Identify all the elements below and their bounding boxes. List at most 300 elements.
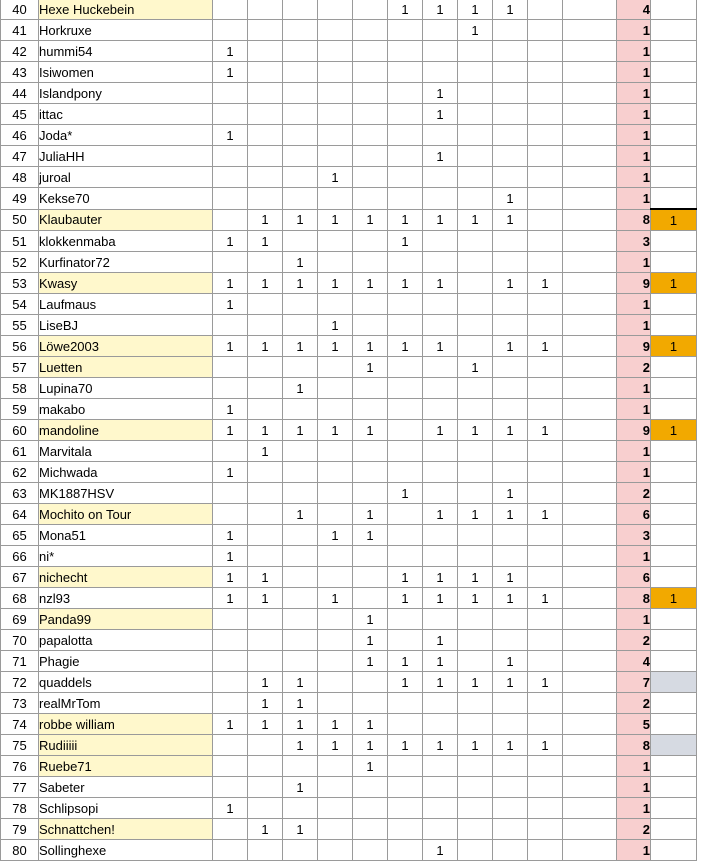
value-cell[interactable]: 1 [388,588,423,609]
value-cell[interactable]: 1 [388,735,423,756]
bonus-cell[interactable] [651,546,697,567]
value-cell[interactable] [388,504,423,525]
value-cell[interactable] [493,756,528,777]
value-cell[interactable] [528,840,563,861]
total-cell[interactable]: 1 [617,546,651,567]
bonus-cell[interactable] [651,441,697,462]
value-cell[interactable] [423,41,458,62]
value-cell[interactable] [283,294,318,315]
value-cell[interactable]: 1 [318,714,353,735]
value-cell[interactable] [388,546,423,567]
value-cell[interactable] [388,798,423,819]
value-cell[interactable] [388,315,423,336]
total-cell[interactable]: 1 [617,252,651,273]
value-cell[interactable] [353,378,388,399]
value-cell[interactable] [213,315,248,336]
bonus-cell[interactable] [651,294,697,315]
value-cell[interactable] [318,819,353,840]
spacer-cell[interactable] [563,209,617,231]
value-cell[interactable] [213,146,248,167]
value-cell[interactable]: 1 [213,546,248,567]
value-cell[interactable] [283,231,318,252]
value-cell[interactable]: 1 [493,483,528,504]
value-cell[interactable] [283,609,318,630]
value-cell[interactable] [388,104,423,125]
total-cell[interactable]: 2 [617,483,651,504]
value-cell[interactable] [423,525,458,546]
spacer-cell[interactable] [563,714,617,735]
value-cell[interactable] [528,777,563,798]
value-cell[interactable]: 1 [248,441,283,462]
row-number[interactable]: 80 [1,840,39,861]
value-cell[interactable]: 1 [493,735,528,756]
bonus-cell[interactable] [651,146,697,167]
value-cell[interactable]: 1 [528,273,563,294]
spacer-cell[interactable] [563,609,617,630]
value-cell[interactable]: 1 [248,567,283,588]
bonus-cell[interactable] [651,462,697,483]
spacer-cell[interactable] [563,672,617,693]
value-cell[interactable]: 1 [283,420,318,441]
value-cell[interactable] [318,462,353,483]
member-name-cell[interactable]: JuliaHH [39,146,213,167]
value-cell[interactable]: 1 [353,357,388,378]
value-cell[interactable] [423,462,458,483]
value-cell[interactable] [528,209,563,231]
value-cell[interactable] [493,294,528,315]
value-cell[interactable] [458,83,493,104]
spacer-cell[interactable] [563,693,617,714]
value-cell[interactable] [213,693,248,714]
value-cell[interactable] [458,294,493,315]
value-cell[interactable] [283,651,318,672]
value-cell[interactable] [388,83,423,104]
value-cell[interactable] [388,294,423,315]
row-number[interactable]: 47 [1,146,39,167]
bonus-cell[interactable] [651,125,697,146]
member-name-cell[interactable]: Kwasy [39,273,213,294]
value-cell[interactable]: 1 [213,336,248,357]
value-cell[interactable]: 1 [458,672,493,693]
bonus-cell[interactable] [651,252,697,273]
value-cell[interactable] [458,378,493,399]
value-cell[interactable]: 1 [388,567,423,588]
row-number[interactable]: 76 [1,756,39,777]
value-cell[interactable] [528,125,563,146]
value-cell[interactable] [248,798,283,819]
value-cell[interactable] [423,378,458,399]
total-cell[interactable]: 2 [617,819,651,840]
value-cell[interactable] [423,125,458,146]
row-number[interactable]: 62 [1,462,39,483]
value-cell[interactable] [353,252,388,273]
value-cell[interactable]: 1 [353,504,388,525]
value-cell[interactable] [318,357,353,378]
bonus-cell[interactable] [651,315,697,336]
value-cell[interactable] [493,798,528,819]
value-cell[interactable] [423,167,458,188]
spacer-cell[interactable] [563,357,617,378]
value-cell[interactable] [213,777,248,798]
row-number[interactable]: 72 [1,672,39,693]
value-cell[interactable] [528,41,563,62]
value-cell[interactable] [423,798,458,819]
member-name-cell[interactable]: ittac [39,104,213,125]
value-cell[interactable] [493,378,528,399]
member-name-cell[interactable]: Marvitala [39,441,213,462]
value-cell[interactable] [423,231,458,252]
value-cell[interactable] [388,441,423,462]
value-cell[interactable] [388,20,423,41]
value-cell[interactable] [493,441,528,462]
value-cell[interactable] [318,83,353,104]
value-cell[interactable]: 1 [353,756,388,777]
value-cell[interactable] [283,840,318,861]
total-cell[interactable]: 1 [617,777,651,798]
value-cell[interactable]: 1 [423,588,458,609]
value-cell[interactable] [213,378,248,399]
value-cell[interactable] [213,357,248,378]
value-cell[interactable] [458,651,493,672]
row-number[interactable]: 65 [1,525,39,546]
spacer-cell[interactable] [563,441,617,462]
member-name-cell[interactable]: Schlipsopi [39,798,213,819]
spacer-cell[interactable] [563,777,617,798]
value-cell[interactable]: 1 [388,273,423,294]
value-cell[interactable] [423,62,458,83]
value-cell[interactable] [318,441,353,462]
value-cell[interactable] [528,567,563,588]
bonus-cell[interactable] [651,231,697,252]
row-number[interactable]: 48 [1,167,39,188]
value-cell[interactable] [353,777,388,798]
value-cell[interactable] [283,630,318,651]
total-cell[interactable]: 1 [617,315,651,336]
spacer-cell[interactable] [563,125,617,146]
value-cell[interactable]: 1 [528,420,563,441]
member-name-cell[interactable]: robbe william [39,714,213,735]
row-number[interactable]: 78 [1,798,39,819]
value-cell[interactable] [283,104,318,125]
total-cell[interactable]: 1 [617,756,651,777]
total-cell[interactable]: 1 [617,462,651,483]
total-cell[interactable]: 1 [617,20,651,41]
value-cell[interactable] [528,231,563,252]
value-cell[interactable]: 1 [248,693,283,714]
value-cell[interactable] [248,0,283,20]
value-cell[interactable] [388,630,423,651]
total-cell[interactable]: 1 [617,840,651,861]
spacer-cell[interactable] [563,630,617,651]
value-cell[interactable] [528,483,563,504]
value-cell[interactable] [213,0,248,20]
value-cell[interactable] [283,756,318,777]
bonus-cell[interactable] [651,188,697,210]
value-cell[interactable] [493,252,528,273]
value-cell[interactable]: 1 [213,525,248,546]
value-cell[interactable]: 1 [353,651,388,672]
bonus-cell[interactable] [651,525,697,546]
value-cell[interactable]: 1 [283,252,318,273]
bonus-cell[interactable] [651,104,697,125]
value-cell[interactable] [528,714,563,735]
row-number[interactable]: 74 [1,714,39,735]
value-cell[interactable]: 1 [213,125,248,146]
value-cell[interactable] [283,188,318,210]
value-cell[interactable] [388,41,423,62]
value-cell[interactable]: 1 [213,62,248,83]
value-cell[interactable] [318,62,353,83]
value-cell[interactable] [458,41,493,62]
value-cell[interactable] [283,0,318,20]
value-cell[interactable] [528,525,563,546]
value-cell[interactable]: 1 [213,41,248,62]
value-cell[interactable] [353,399,388,420]
value-cell[interactable] [248,840,283,861]
member-name-cell[interactable]: Schnattchen! [39,819,213,840]
row-number[interactable]: 68 [1,588,39,609]
member-name-cell[interactable]: MK1887HSV [39,483,213,504]
value-cell[interactable] [388,252,423,273]
value-cell[interactable]: 1 [353,336,388,357]
spacer-cell[interactable] [563,735,617,756]
value-cell[interactable] [353,125,388,146]
row-number[interactable]: 79 [1,819,39,840]
value-cell[interactable] [213,840,248,861]
total-cell[interactable]: 8 [617,588,651,609]
spacer-cell[interactable] [563,588,617,609]
value-cell[interactable] [283,315,318,336]
member-name-cell[interactable]: Isiwomen [39,62,213,83]
value-cell[interactable]: 1 [458,357,493,378]
member-name-cell[interactable]: Laufmaus [39,294,213,315]
total-cell[interactable]: 7 [617,672,651,693]
value-cell[interactable]: 1 [213,273,248,294]
bonus-cell[interactable] [651,777,697,798]
value-cell[interactable] [423,819,458,840]
value-cell[interactable] [423,714,458,735]
total-cell[interactable]: 6 [617,567,651,588]
value-cell[interactable] [388,420,423,441]
value-cell[interactable]: 1 [388,231,423,252]
value-cell[interactable] [318,399,353,420]
value-cell[interactable]: 1 [458,0,493,20]
value-cell[interactable] [388,840,423,861]
value-cell[interactable]: 1 [493,336,528,357]
member-name-cell[interactable]: Hexe Huckebein [39,0,213,20]
value-cell[interactable]: 1 [213,714,248,735]
value-cell[interactable] [493,83,528,104]
value-cell[interactable] [528,399,563,420]
total-cell[interactable]: 9 [617,420,651,441]
value-cell[interactable]: 1 [423,83,458,104]
value-cell[interactable]: 1 [493,672,528,693]
value-cell[interactable] [213,104,248,125]
value-cell[interactable] [283,462,318,483]
member-name-cell[interactable]: Lupina70 [39,378,213,399]
value-cell[interactable] [458,441,493,462]
value-cell[interactable] [353,462,388,483]
value-cell[interactable] [353,167,388,188]
spacer-cell[interactable] [563,167,617,188]
value-cell[interactable] [388,462,423,483]
value-cell[interactable]: 1 [388,0,423,20]
value-cell[interactable]: 1 [423,840,458,861]
value-cell[interactable] [248,378,283,399]
total-cell[interactable]: 6 [617,504,651,525]
value-cell[interactable]: 1 [528,672,563,693]
total-cell[interactable]: 1 [617,104,651,125]
member-name-cell[interactable]: hummi54 [39,41,213,62]
value-cell[interactable] [318,693,353,714]
value-cell[interactable]: 1 [353,609,388,630]
value-cell[interactable]: 1 [353,714,388,735]
value-cell[interactable] [458,336,493,357]
spacer-cell[interactable] [563,420,617,441]
value-cell[interactable]: 1 [353,630,388,651]
total-cell[interactable]: 1 [617,188,651,210]
value-cell[interactable] [458,315,493,336]
spacer-cell[interactable] [563,231,617,252]
value-cell[interactable] [213,188,248,210]
value-cell[interactable]: 1 [318,735,353,756]
row-number[interactable]: 60 [1,420,39,441]
row-number[interactable]: 40 [1,0,39,20]
value-cell[interactable] [353,693,388,714]
value-cell[interactable] [528,62,563,83]
value-cell[interactable] [388,777,423,798]
member-name-cell[interactable]: Mona51 [39,525,213,546]
bonus-cell[interactable]: 1 [651,420,697,441]
member-name-cell[interactable]: Michwada [39,462,213,483]
value-cell[interactable] [388,378,423,399]
value-cell[interactable] [353,104,388,125]
spacer-cell[interactable] [563,146,617,167]
total-cell[interactable]: 1 [617,378,651,399]
bonus-cell[interactable] [651,399,697,420]
member-name-cell[interactable]: Mochito on Tour [39,504,213,525]
value-cell[interactable] [248,504,283,525]
value-cell[interactable] [423,441,458,462]
value-cell[interactable] [423,546,458,567]
value-cell[interactable] [248,399,283,420]
value-cell[interactable] [318,146,353,167]
value-cell[interactable] [318,188,353,210]
spacer-cell[interactable] [563,504,617,525]
row-number[interactable]: 58 [1,378,39,399]
total-cell[interactable]: 2 [617,357,651,378]
member-name-cell[interactable]: Islandpony [39,83,213,104]
value-cell[interactable] [213,20,248,41]
value-cell[interactable]: 1 [318,209,353,231]
total-cell[interactable]: 1 [617,125,651,146]
bonus-cell[interactable]: 1 [651,209,697,231]
value-cell[interactable] [353,315,388,336]
value-cell[interactable] [528,315,563,336]
row-number[interactable]: 44 [1,83,39,104]
value-cell[interactable] [213,651,248,672]
bonus-cell[interactable] [651,651,697,672]
value-cell[interactable]: 1 [283,672,318,693]
value-cell[interactable]: 1 [458,567,493,588]
value-cell[interactable] [353,294,388,315]
spacer-cell[interactable] [563,188,617,210]
value-cell[interactable]: 1 [528,504,563,525]
value-cell[interactable] [423,483,458,504]
row-number[interactable]: 45 [1,104,39,125]
value-cell[interactable] [213,630,248,651]
value-cell[interactable]: 1 [213,420,248,441]
total-cell[interactable]: 1 [617,167,651,188]
value-cell[interactable] [318,483,353,504]
spacer-cell[interactable] [563,62,617,83]
value-cell[interactable]: 1 [318,420,353,441]
value-cell[interactable]: 1 [353,420,388,441]
value-cell[interactable] [248,483,283,504]
value-cell[interactable]: 1 [213,462,248,483]
value-cell[interactable] [248,62,283,83]
value-cell[interactable]: 1 [493,188,528,210]
row-number[interactable]: 52 [1,252,39,273]
value-cell[interactable] [423,399,458,420]
value-cell[interactable] [493,525,528,546]
value-cell[interactable] [493,399,528,420]
value-cell[interactable] [318,0,353,20]
value-cell[interactable]: 1 [248,209,283,231]
value-cell[interactable] [283,798,318,819]
value-cell[interactable] [283,483,318,504]
value-cell[interactable]: 1 [493,420,528,441]
bonus-cell[interactable] [651,819,697,840]
spacer-cell[interactable] [563,83,617,104]
value-cell[interactable]: 1 [283,714,318,735]
value-cell[interactable] [388,167,423,188]
row-number[interactable]: 64 [1,504,39,525]
value-cell[interactable] [353,819,388,840]
value-cell[interactable] [493,819,528,840]
value-cell[interactable] [318,567,353,588]
value-cell[interactable]: 1 [458,420,493,441]
spacer-cell[interactable] [563,0,617,20]
value-cell[interactable]: 1 [423,209,458,231]
value-cell[interactable] [493,231,528,252]
value-cell[interactable] [388,819,423,840]
value-cell[interactable] [353,188,388,210]
spacer-cell[interactable] [563,546,617,567]
value-cell[interactable] [528,188,563,210]
value-cell[interactable]: 1 [423,104,458,125]
value-cell[interactable] [318,294,353,315]
row-number[interactable]: 55 [1,315,39,336]
total-cell[interactable]: 8 [617,209,651,231]
value-cell[interactable] [528,252,563,273]
bonus-cell[interactable] [651,41,697,62]
member-name-cell[interactable]: Phagie [39,651,213,672]
value-cell[interactable] [318,546,353,567]
value-cell[interactable]: 1 [388,209,423,231]
value-cell[interactable] [458,819,493,840]
member-name-cell[interactable]: klokkenmaba [39,231,213,252]
value-cell[interactable]: 1 [213,399,248,420]
value-cell[interactable] [458,777,493,798]
row-number[interactable]: 51 [1,231,39,252]
value-cell[interactable] [388,525,423,546]
value-cell[interactable] [283,41,318,62]
row-number[interactable]: 41 [1,20,39,41]
value-cell[interactable] [458,546,493,567]
value-cell[interactable] [213,672,248,693]
value-cell[interactable] [493,104,528,125]
